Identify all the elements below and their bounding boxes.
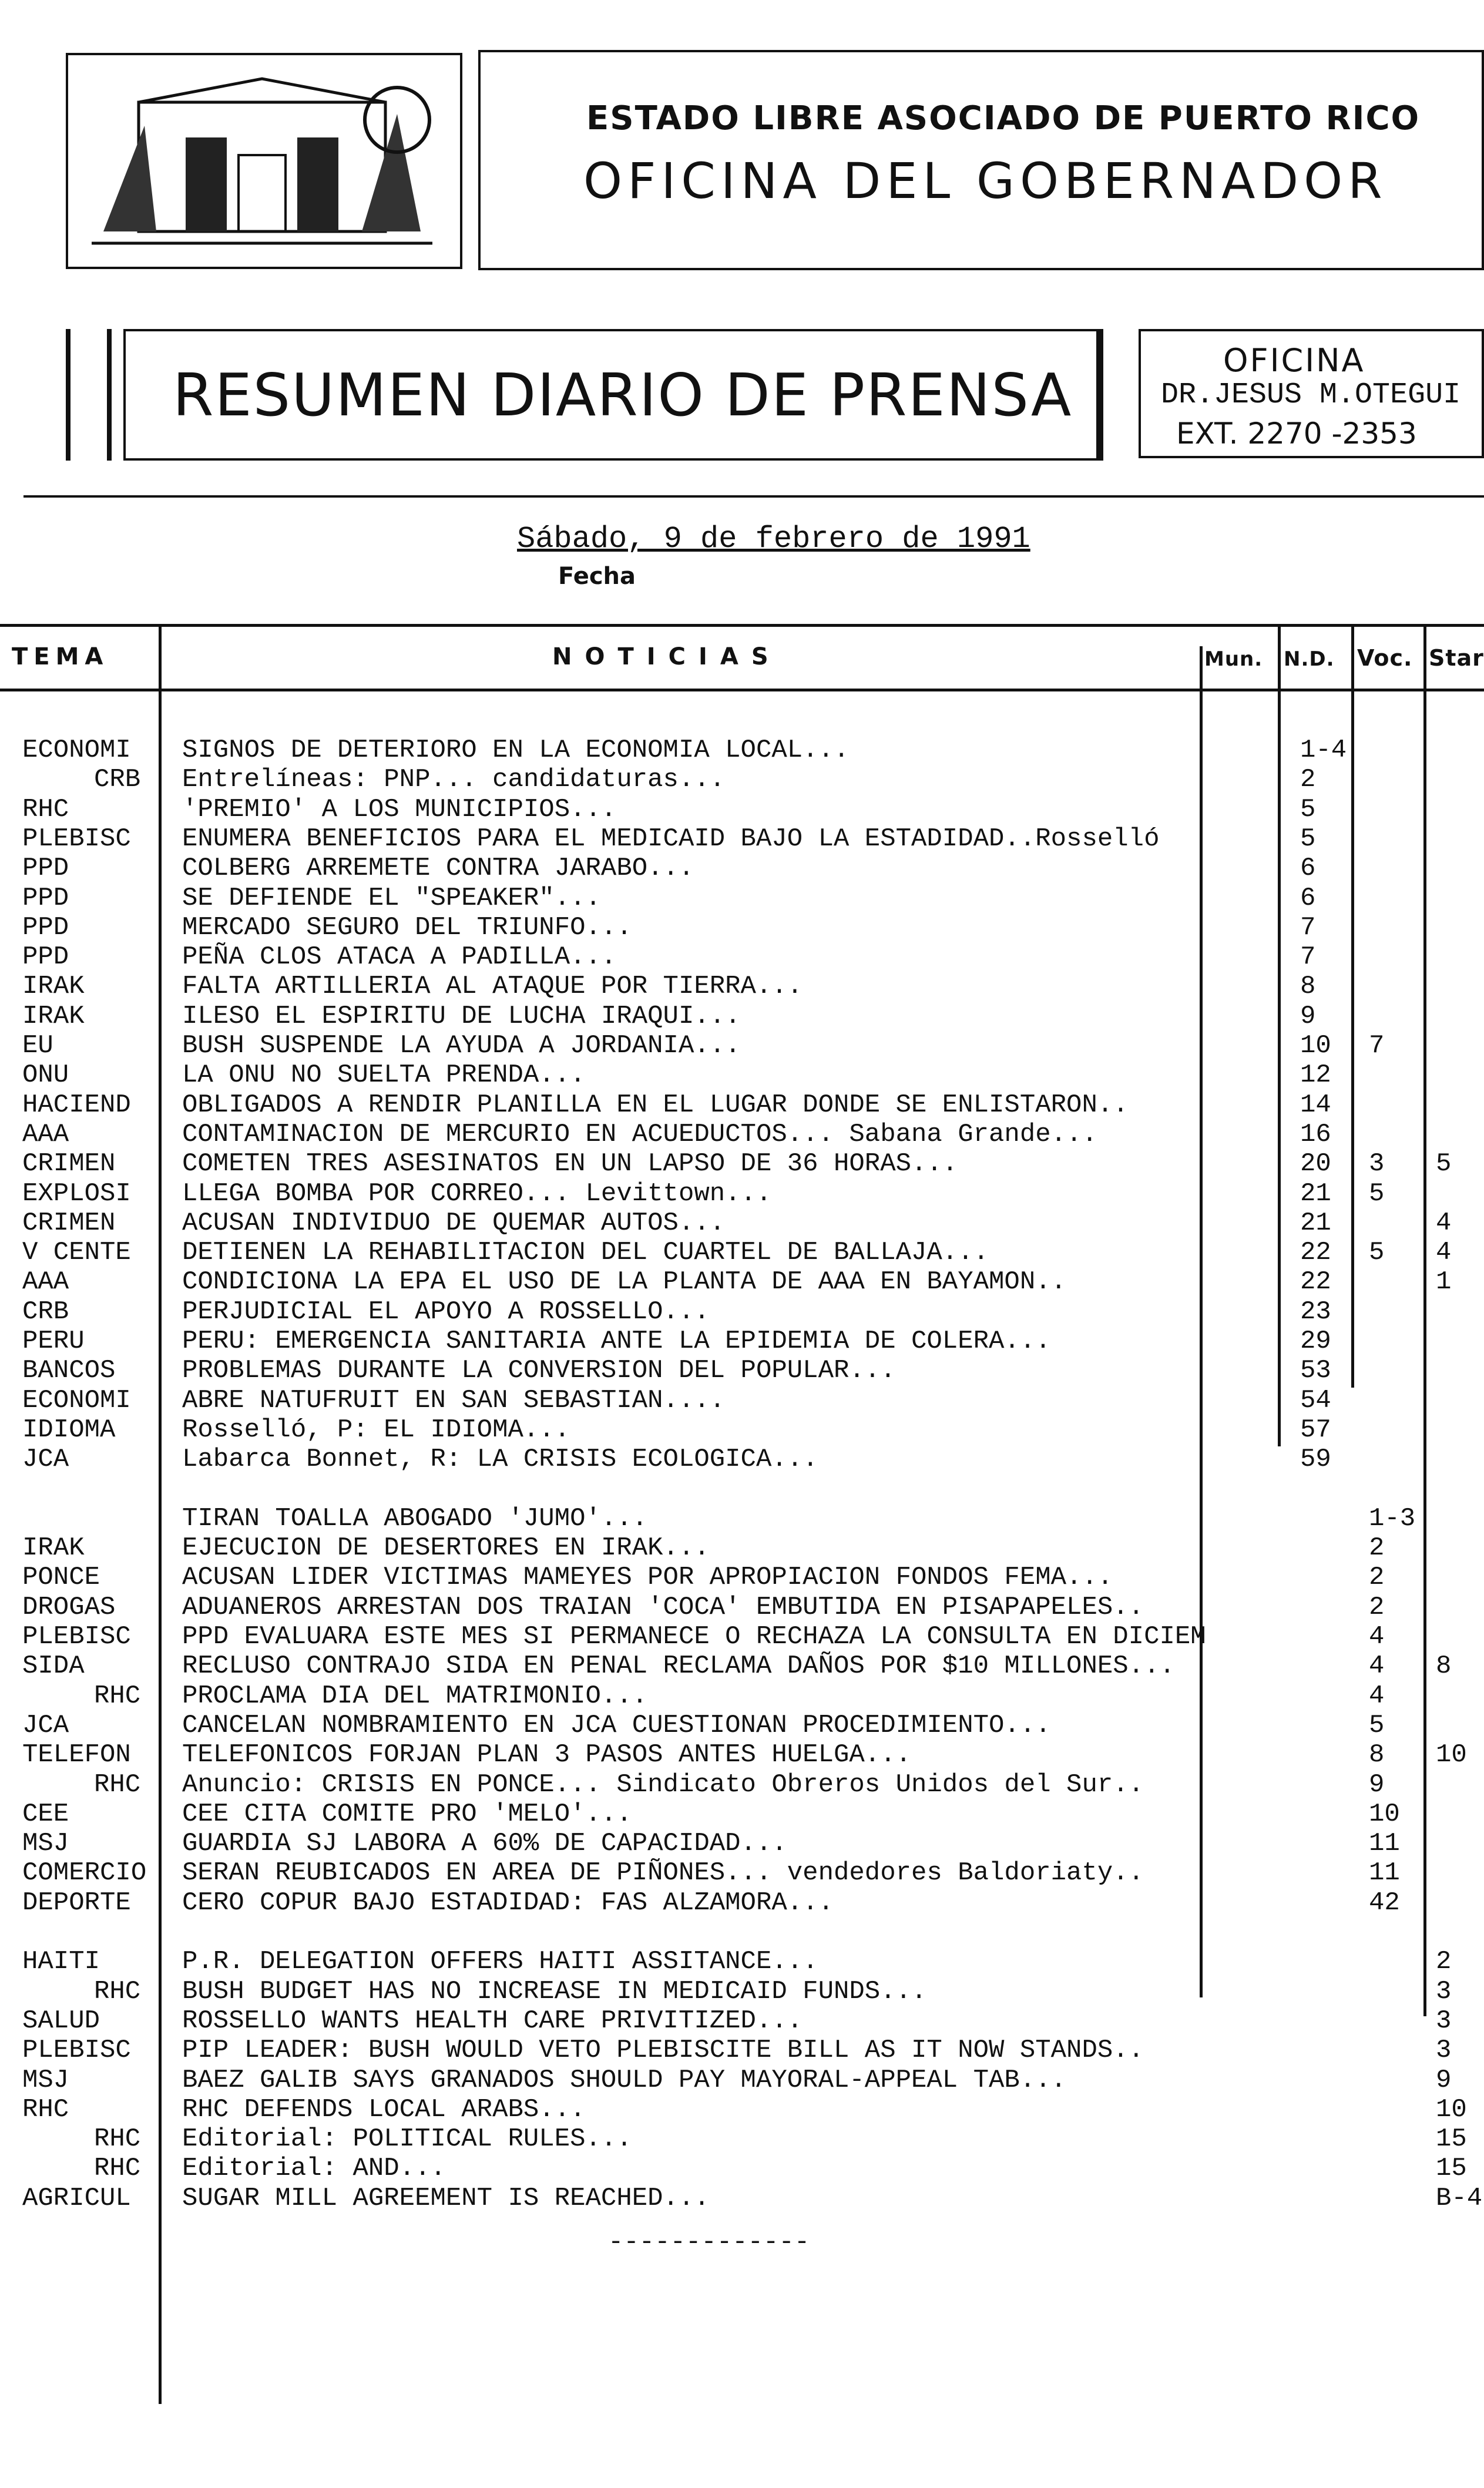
- row-voc-page: 4: [1369, 1651, 1385, 1681]
- row-nd-page: 5: [1300, 794, 1316, 824]
- row-tema: RHC: [94, 1681, 141, 1711]
- row-headline: 'PREMIO' A LOS MUNICIPIOS...: [182, 794, 617, 824]
- row-headline: BAEZ GALIB SAYS GRANADOS SHOULD PAY MAYORAL-APPEAL TAB...: [182, 2065, 1067, 2095]
- row-tema: MSJ: [22, 2065, 69, 2095]
- row-nd-page: 57: [1300, 1415, 1331, 1445]
- row-headline: Rosselló, P: EL IDIOMA...: [182, 1415, 570, 1445]
- office-name: DR.JESUS M.OTEGUI: [1161, 378, 1461, 412]
- row-voc-page: 2: [1369, 1563, 1385, 1593]
- row-star-page: 4: [1436, 1208, 1452, 1238]
- table-row: [0, 1622, 1484, 1651]
- row-nd-page: 2: [1300, 765, 1316, 795]
- table-row: [0, 1593, 1484, 1622]
- row-tema: EXPLOSI: [22, 1178, 131, 1208]
- row-headline: CANCELAN NOMBRAMIENTO EN JCA CUESTIONAN PROCEDIMIENTO...: [182, 1710, 1051, 1740]
- table-row: [0, 1858, 1484, 1888]
- row-headline: RHC DEFENDS LOCAL ARABS...: [182, 2094, 586, 2124]
- row-headline: ACUSAN INDIVIDUO DE QUEMAR AUTOS...: [182, 1208, 726, 1238]
- row-headline: FALTA ARTILLERIA AL ATAQUE POR TIERRA...: [182, 972, 803, 1002]
- title-box: [478, 50, 1484, 270]
- footer-divider: -------------: [608, 2228, 810, 2257]
- row-voc-page: 11: [1369, 1829, 1400, 1859]
- row-tema: HAITI: [22, 1947, 100, 1977]
- row-voc-page: 5: [1369, 1710, 1385, 1740]
- table-row: [0, 1445, 1484, 1474]
- row-tema: ECONOMI: [22, 1385, 131, 1415]
- col-header-voc: Voc.: [1357, 645, 1413, 671]
- table-row: [0, 1740, 1484, 1770]
- row-nd-page: 6: [1300, 854, 1316, 884]
- row-nd-page: 12: [1300, 1060, 1331, 1090]
- row-voc-page: 4: [1369, 1622, 1385, 1651]
- table-row: [0, 2124, 1484, 2154]
- row-headline: PROCLAMA DIA DEL MATRIMONIO...: [182, 1681, 648, 1711]
- row-headline: ROSSELLO WANTS HEALTH CARE PRIVITIZED...: [182, 2006, 803, 2036]
- row-headline: OBLIGADOS A RENDIR PLANILLA EN EL LUGAR DONDE SE ENLISTARON..: [182, 1090, 1129, 1120]
- col-header-star: Star: [1429, 645, 1484, 671]
- table-row: [0, 1651, 1484, 1681]
- row-headline: P.R. DELEGATION OFFERS HAITI ASSITANCE...: [182, 1947, 818, 1977]
- table-row: [0, 1297, 1484, 1327]
- row-voc-page: 4: [1369, 1681, 1385, 1711]
- banner-rule: [1099, 329, 1103, 461]
- row-headline: ENUMERA BENEFICIOS PARA EL MEDICAID BAJO LA ESTADIDAD..Rosselló: [182, 824, 1160, 854]
- table-row: [0, 2095, 1484, 2124]
- row-tema: DROGAS: [22, 1592, 116, 1622]
- table-row: [0, 2006, 1484, 2036]
- row-headline: LLEGA BOMBA POR CORREO... Levittown...: [182, 1178, 772, 1208]
- row-nd-page: 16: [1300, 1119, 1331, 1149]
- table-row: [0, 765, 1484, 794]
- row-headline: BUSH BUDGET HAS NO INCREASE IN MEDICAID FUNDS...: [182, 1976, 927, 2006]
- row-tema: RHC: [94, 2154, 141, 2184]
- row-nd-page: 54: [1300, 1385, 1331, 1415]
- row-tema: CRB: [94, 765, 141, 795]
- table-row: [0, 1918, 1484, 1947]
- table-row: [0, 1238, 1484, 1267]
- banner-title: RESUMEN DIARIO DE PRENSA: [173, 361, 1073, 429]
- row-nd-page: 1-4: [1300, 736, 1347, 765]
- table-row: [0, 1563, 1484, 1592]
- row-tema: PLEBISC: [22, 1622, 131, 1651]
- row-nd-page: 7: [1300, 942, 1316, 972]
- table-row: [0, 1977, 1484, 2006]
- row-headline: PEÑA CLOS ATACA A PADILLA...: [182, 942, 617, 972]
- col-header-mun: Mun.: [1204, 647, 1263, 671]
- row-headline: SUGAR MILL AGREEMENT IS REACHED...: [182, 2183, 710, 2213]
- row-tema: DEPORTE: [22, 1888, 131, 1918]
- table-row: [0, 1415, 1484, 1445]
- row-headline: GUARDIA SJ LABORA A 60% DE CAPACIDAD...: [182, 1829, 787, 1859]
- table-row: [0, 1504, 1484, 1533]
- row-nd-page: 29: [1300, 1327, 1331, 1356]
- office-ext: EXT. 2270 -2353: [1176, 417, 1417, 451]
- row-tema: ECONOMI: [22, 736, 131, 765]
- table-row: [0, 1060, 1484, 1090]
- row-tema: PERU: [22, 1327, 85, 1356]
- table-row: [0, 1475, 1484, 1504]
- row-voc-page: 11: [1369, 1858, 1400, 1888]
- table-row: [0, 795, 1484, 824]
- row-tema: AAA: [22, 1267, 69, 1297]
- row-tema: BANCOS: [22, 1356, 116, 1386]
- row-headline: SE DEFIENDE EL "SPEAKER"...: [182, 883, 601, 913]
- table-row: [0, 2184, 1484, 2213]
- table-row: [0, 1327, 1484, 1356]
- row-tema: CRIMEN: [22, 1149, 116, 1179]
- row-star-page: 3: [1436, 2006, 1452, 2036]
- row-headline: Entrelíneas: PNP... candidaturas...: [182, 765, 726, 795]
- row-nd-page: 7: [1300, 912, 1316, 942]
- row-tema: PPD: [22, 912, 69, 942]
- table-row: [0, 1090, 1484, 1120]
- table-row: [0, 1711, 1484, 1740]
- table-row: [0, 1829, 1484, 1858]
- row-nd-page: 22: [1300, 1238, 1331, 1268]
- col-header-noticias: NOTICIAS: [552, 643, 781, 670]
- row-nd-page: 8: [1300, 972, 1316, 1002]
- table-row: [0, 2154, 1484, 2183]
- date-label: Fecha: [558, 563, 636, 590]
- table-row: [0, 1681, 1484, 1711]
- table-row: [0, 1356, 1484, 1385]
- table-row: [0, 1267, 1484, 1297]
- row-nd-page: 14: [1300, 1090, 1331, 1120]
- table-row: [0, 1179, 1484, 1208]
- table-row: [0, 1031, 1484, 1060]
- row-tema: CRIMEN: [22, 1208, 116, 1238]
- row-tema: PPD: [22, 854, 69, 884]
- table-row: [0, 854, 1484, 883]
- table-row: [0, 942, 1484, 972]
- row-star-page: 3: [1436, 1976, 1452, 2006]
- row-headline: TIRAN TOALLA ABOGADO 'JUMO'...: [182, 1503, 648, 1533]
- row-headline: SERAN REUBICADOS EN AREA DE PIÑONES... vendedores Baldoriaty..: [182, 1858, 1144, 1888]
- row-headline: CONTAMINACION DE MERCURIO EN ACUEDUCTOS... Sabana Grande...: [182, 1119, 1097, 1149]
- row-headline: ILESO EL ESPIRITU DE LUCHA IRAQUI...: [182, 1001, 741, 1031]
- fortaleza-gate-illustration: [68, 55, 460, 267]
- table-header-rule: [0, 689, 1484, 691]
- row-nd-page: 23: [1300, 1297, 1331, 1327]
- col-header-nd: N.D.: [1284, 647, 1335, 671]
- row-voc-page: 7: [1369, 1031, 1385, 1060]
- row-voc-page: 9: [1369, 1770, 1385, 1799]
- table-row: [0, 2036, 1484, 2065]
- row-star-page: 1: [1436, 1267, 1452, 1297]
- row-nd-page: 53: [1300, 1356, 1331, 1386]
- section-divider: [23, 495, 1484, 498]
- row-star-page: 9: [1436, 2065, 1452, 2095]
- row-tema: AGRICUL: [22, 2183, 131, 2213]
- row-tema: PONCE: [22, 1563, 100, 1593]
- row-tema: EU: [22, 1031, 53, 1060]
- table-row: [0, 1770, 1484, 1799]
- row-nd-page: 21: [1300, 1208, 1331, 1238]
- row-tema: CEE: [22, 1799, 69, 1829]
- row-star-page: 4: [1436, 1238, 1452, 1268]
- row-nd-page: 20: [1300, 1149, 1331, 1179]
- row-tema: PPD: [22, 883, 69, 913]
- row-nd-page: 21: [1300, 1178, 1331, 1208]
- row-voc-page: 1-3: [1369, 1503, 1416, 1533]
- row-nd-page: 6: [1300, 883, 1316, 913]
- row-headline: PPD EVALUARA ESTE MES SI PERMANECE O RECHAZA LA CONSULTA EN DICIEM: [182, 1622, 1206, 1651]
- row-star-page: 8: [1436, 1651, 1452, 1681]
- row-voc-page: 8: [1369, 1740, 1385, 1770]
- table-row: [0, 1386, 1484, 1415]
- row-voc-page: 5: [1369, 1178, 1385, 1208]
- row-headline: COMETEN TRES ASESINATOS EN UN LAPSO DE 36 HORAS...: [182, 1149, 958, 1179]
- row-star-page: B-4: [1436, 2183, 1483, 2213]
- table-row: [0, 1002, 1484, 1031]
- row-tema: RHC: [22, 2094, 69, 2124]
- row-tema: CRB: [22, 1297, 69, 1327]
- row-tema: PLEBISC: [22, 824, 131, 854]
- row-tema: HACIEND: [22, 1090, 131, 1120]
- row-headline: PIP LEADER: BUSH WOULD VETO PLEBISCITE BILL AS IT NOW STANDS..: [182, 2036, 1144, 2066]
- row-tema: SIDA: [22, 1651, 85, 1681]
- row-tema: PLEBISC: [22, 2036, 131, 2066]
- table-row: [0, 1947, 1484, 1976]
- table-row: [0, 2066, 1484, 2095]
- row-headline: ADUANEROS ARRESTAN DOS TRAIAN 'COCA' EMBUTIDA EN PISAPAPELES..: [182, 1592, 1144, 1622]
- row-tema: PPD: [22, 942, 69, 972]
- row-nd-page: 5: [1300, 824, 1316, 854]
- row-headline: EJECUCION DE DESERTORES EN IRAK...: [182, 1533, 710, 1563]
- row-headline: Anuncio: CRISIS EN PONCE... Sindicato Obreros Unidos del Sur..: [182, 1770, 1144, 1799]
- row-star-page: 15: [1436, 2154, 1467, 2184]
- row-star-page: 3: [1436, 2036, 1452, 2066]
- table-row: [0, 1208, 1484, 1238]
- row-nd-page: 9: [1300, 1001, 1316, 1031]
- row-tema: JCA: [22, 1710, 69, 1740]
- row-headline: DETIENEN LA REHABILITACION DEL CUARTEL DE BALLAJA...: [182, 1238, 989, 1268]
- row-tema: MSJ: [22, 1829, 69, 1859]
- banner-rule: [66, 329, 70, 461]
- row-star-page: 10: [1436, 2094, 1467, 2124]
- row-headline: LA ONU NO SUELTA PRENDA...: [182, 1060, 586, 1090]
- row-voc-page: 3: [1369, 1149, 1385, 1179]
- row-voc-page: 42: [1369, 1888, 1400, 1918]
- row-tema: IRAK: [22, 972, 85, 1002]
- table-row: [0, 913, 1484, 942]
- row-voc-page: 5: [1369, 1238, 1385, 1268]
- row-tema: RHC: [22, 794, 69, 824]
- row-headline: MERCADO SEGURO DEL TRIUNFO...: [182, 912, 632, 942]
- row-headline: PROBLEMAS DURANTE LA CONVERSION DEL POPULAR...: [182, 1356, 896, 1386]
- row-tema: IDIOMA: [22, 1415, 116, 1445]
- col-header-tema: TEMA: [12, 643, 109, 670]
- row-headline: Editorial: POLITICAL RULES...: [182, 2124, 632, 2154]
- row-nd-page: 22: [1300, 1267, 1331, 1297]
- table-row: [0, 1120, 1484, 1149]
- table-row: [0, 1533, 1484, 1563]
- table-top-rule: [0, 624, 1484, 627]
- office-box: [1139, 329, 1484, 458]
- table-row: [0, 1799, 1484, 1829]
- logo-box: [66, 53, 462, 269]
- row-tema: IRAK: [22, 1001, 85, 1031]
- table-row: [0, 824, 1484, 854]
- banner-box: [123, 329, 1099, 461]
- row-tema: RHC: [94, 1976, 141, 2006]
- row-headline: CEE CITA COMITE PRO 'MELO'...: [182, 1799, 632, 1829]
- table-row: [0, 736, 1484, 765]
- row-headline: COLBERG ARREMETE CONTRA JARABO...: [182, 854, 694, 884]
- row-nd-page: 10: [1300, 1031, 1331, 1060]
- row-star-page: 5: [1436, 1149, 1452, 1179]
- row-headline: ABRE NATUFRUIT EN SAN SEBASTIAN....: [182, 1385, 726, 1415]
- row-star-page: 15: [1436, 2124, 1467, 2154]
- row-tema: V CENTE: [22, 1238, 131, 1268]
- row-headline: Editorial: AND...: [182, 2154, 446, 2184]
- row-tema: AAA: [22, 1119, 69, 1149]
- row-star-page: 2: [1436, 1947, 1452, 1977]
- row-nd-page: 59: [1300, 1445, 1331, 1475]
- row-star-page: 10: [1436, 1740, 1467, 1770]
- row-tema: COMERCIO: [22, 1858, 147, 1888]
- row-tema: RHC: [94, 2124, 141, 2154]
- row-headline: BUSH SUSPENDE LA AYUDA A JORDANIA...: [182, 1031, 741, 1060]
- row-headline: TELEFONICOS FORJAN PLAN 3 PASOS ANTES HUELGA...: [182, 1740, 912, 1770]
- row-headline: SIGNOS DE DETERIORO EN LA ECONOMIA LOCAL...: [182, 736, 850, 765]
- row-voc-page: 10: [1369, 1799, 1400, 1829]
- row-headline: Labarca Bonnet, R: LA CRISIS ECOLOGICA...: [182, 1445, 818, 1475]
- row-headline: PERU: EMERGENCIA SANITARIA ANTE LA EPIDEMIA DE COLERA...: [182, 1327, 1051, 1356]
- banner-rule: [107, 329, 112, 461]
- row-headline: ACUSAN LIDER VICTIMAS MAMEYES POR APROPIACION FONDOS FEMA...: [182, 1563, 1113, 1593]
- header-line2: OFICINA DEL GOBERNADOR: [583, 152, 1388, 210]
- row-headline: RECLUSO CONTRAJO SIDA EN PENAL RECLAMA DAÑOS POR $10 MILLONES...: [182, 1651, 1175, 1681]
- row-tema: SALUD: [22, 2006, 100, 2036]
- table-row: [0, 1149, 1484, 1178]
- row-tema: TELEFON: [22, 1740, 131, 1770]
- table-row: [0, 1888, 1484, 1918]
- row-tema: IRAK: [22, 1533, 85, 1563]
- row-voc-page: 2: [1369, 1592, 1385, 1622]
- row-headline: CERO COPUR BAJO ESTADIDAD: FAS ALZAMORA...: [182, 1888, 834, 1918]
- row-tema: JCA: [22, 1445, 69, 1475]
- table-row: [0, 884, 1484, 913]
- row-voc-page: 2: [1369, 1533, 1385, 1563]
- row-headline: CONDICIONA LA EPA EL USO DE LA PLANTA DE AAA EN BAYAMON..: [182, 1267, 1067, 1297]
- row-tema: ONU: [22, 1060, 69, 1090]
- row-headline: PERJUDICIAL EL APOYO A ROSSELLO...: [182, 1297, 710, 1327]
- report-date: Sábado, 9 de febrero de 1991: [517, 522, 1030, 556]
- header-line1: ESTADO LIBRE ASOCIADO DE PUERTO RICO: [586, 99, 1421, 137]
- row-tema: RHC: [94, 1770, 141, 1799]
- office-label: OFICINA: [1223, 342, 1365, 379]
- table-row: [0, 972, 1484, 1001]
